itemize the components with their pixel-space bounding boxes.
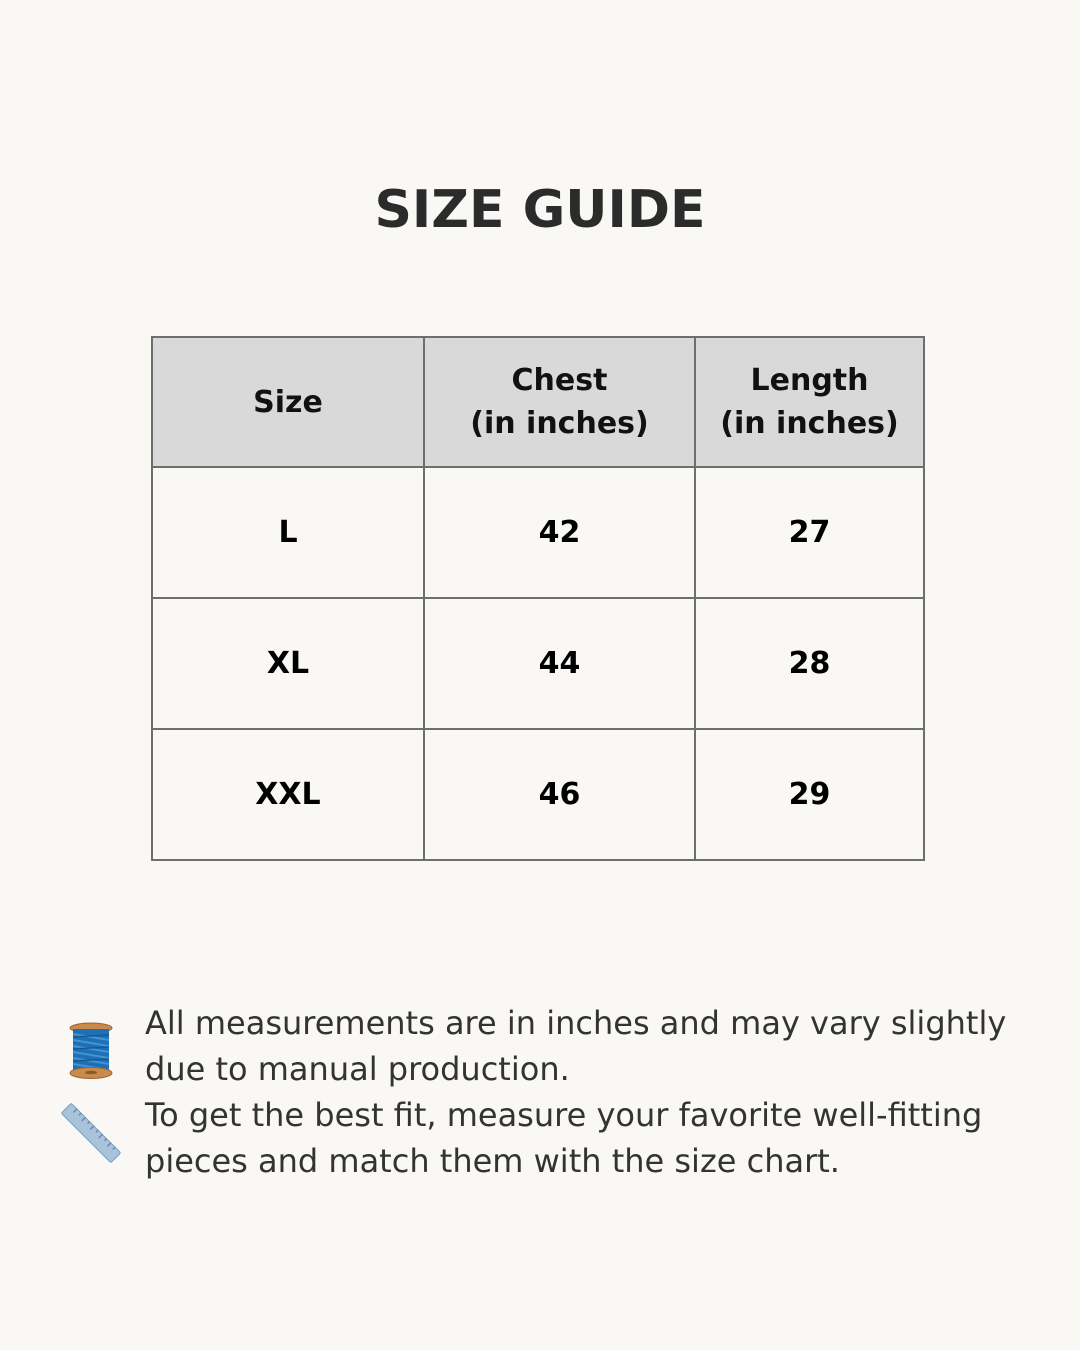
header-length-unit: (in inches) — [720, 406, 899, 441]
cell-length: 27 — [695, 467, 924, 598]
table-row — [152, 598, 924, 729]
header-length — [695, 337, 924, 467]
cell-size: XXL — [152, 729, 424, 860]
table-row — [152, 467, 924, 598]
page-title: SIZE GUIDE — [374, 180, 706, 240]
notes — [145, 1000, 1025, 1184]
cell-chest: 42 — [424, 467, 695, 598]
header-size — [152, 337, 424, 467]
header-chest-label: Chest — [511, 363, 608, 398]
cell-length: 28 — [695, 598, 924, 729]
cell-chest: 46 — [424, 729, 695, 860]
header-chest-unit: (in inches) — [470, 406, 649, 441]
cell-length: 29 — [695, 729, 924, 860]
note-measurements: All measurements are in inches and may vary slightly due to manual production. — [145, 1004, 1007, 1088]
cell-size: L — [152, 467, 424, 598]
size-chart-table — [151, 336, 925, 861]
note-best-fit: To get the best fit, measure your favorite well-fitting pieces and match them with the size chart. — [145, 1096, 983, 1180]
cell-chest: 44 — [424, 598, 695, 729]
spool-of-thread-icon — [68, 1022, 114, 1080]
cell-size: XL — [152, 598, 424, 729]
table-row — [152, 729, 924, 860]
header-length-label: Length — [750, 363, 869, 398]
header-chest — [424, 337, 695, 467]
header-size-label: Size — [253, 384, 323, 420]
ruler-icon — [60, 1102, 122, 1164]
table-header-row — [152, 337, 924, 467]
